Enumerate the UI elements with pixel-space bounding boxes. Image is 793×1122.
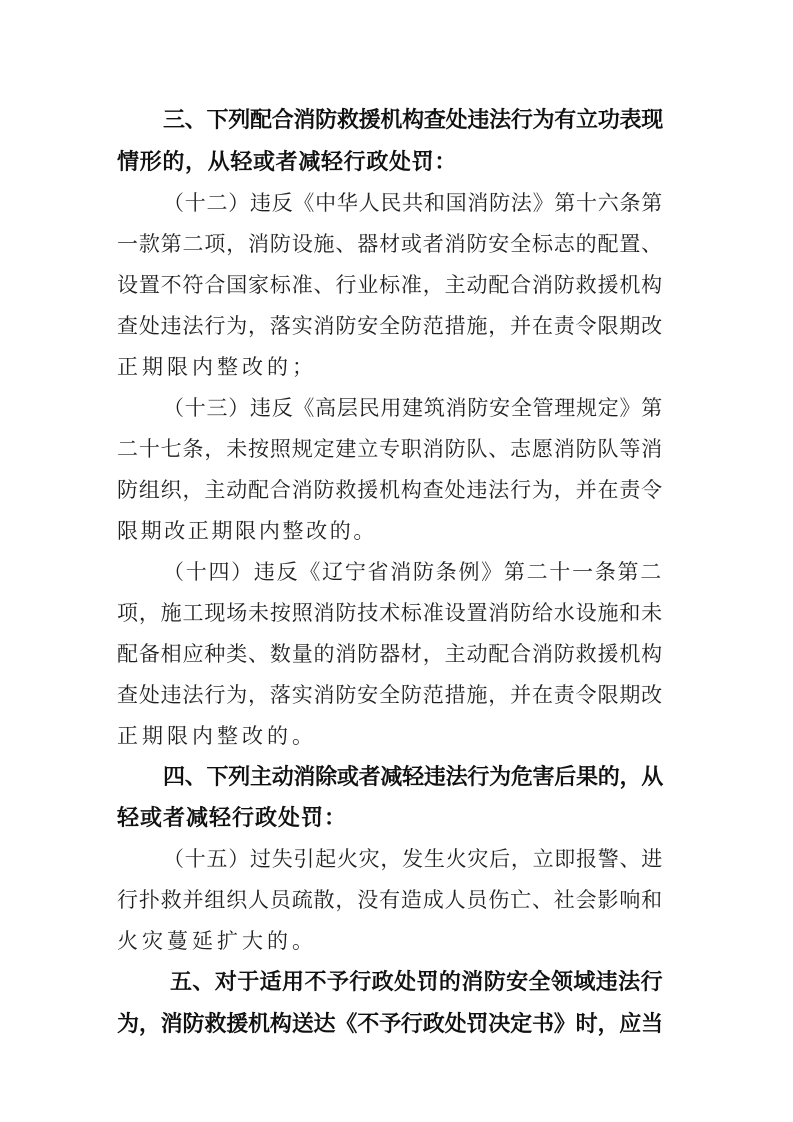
text-line: 一款第二项，消防设施、器材或者消防安全标志的配置、: [117, 232, 663, 256]
text-line: （十二）违反《中华人民共和国消防法》第十六条第: [163, 191, 663, 215]
text-line: 限期改正期限内整改的。: [117, 519, 377, 543]
text-line: 三、下列配合消防救援机构查处违法行为有立功表现: [163, 108, 663, 133]
text-line: 为，消防救援机构送达《不予行政处罚决定书》时，应当: [117, 1012, 663, 1037]
text-line: 轻或者减轻行政处罚：: [117, 806, 347, 831]
text-line: 行扑救并组织人员疏散，没有造成人员伤亡、社会影响和: [117, 888, 663, 912]
text-line: 火灾蔓延扩大的。: [117, 929, 317, 953]
text-line: 设置不符合国家标准、行业标准，主动配合消防救援机构: [117, 273, 663, 297]
text-line: 配备相应种类、数量的消防器材，主动配合消防救援机构: [117, 642, 663, 666]
text-line: 项，施工现场未按照消防技术标准设置消防给水设施和未: [117, 601, 663, 625]
text-line: 查处违法行为，落实消防安全防范措施，并在责令限期改: [117, 683, 663, 707]
text-line: 二十七条，未按照规定建立专职消防队、志愿消防队等消: [117, 437, 663, 461]
text-line: 查处违法行为，落实消防安全防范措施，并在责令限期改: [117, 314, 663, 338]
text-line: 防组织，主动配合消防救援机构查处违法行为，并在责令: [117, 478, 663, 502]
text-line: （十五）过失引起火灾，发生火灾后，立即报警、进: [163, 847, 663, 871]
text-line: （十三）违反《高层民用建筑消防安全管理规定》第: [163, 396, 663, 420]
text-line: 四、下列主动消除或者减轻违法行为危害后果的，从: [163, 765, 663, 790]
text-line: 五、对于适用不予行政处罚的消防安全领域违法行: [170, 970, 663, 995]
text-line: （十四）违反《辽宁省消防条例》第二十一条第二: [163, 560, 663, 584]
text-line: 正期限内整改的；: [117, 355, 317, 379]
text-line: 情形的，从轻或者减轻行政处罚：: [117, 150, 457, 175]
text-line: 正期限内整改的。: [117, 724, 317, 748]
